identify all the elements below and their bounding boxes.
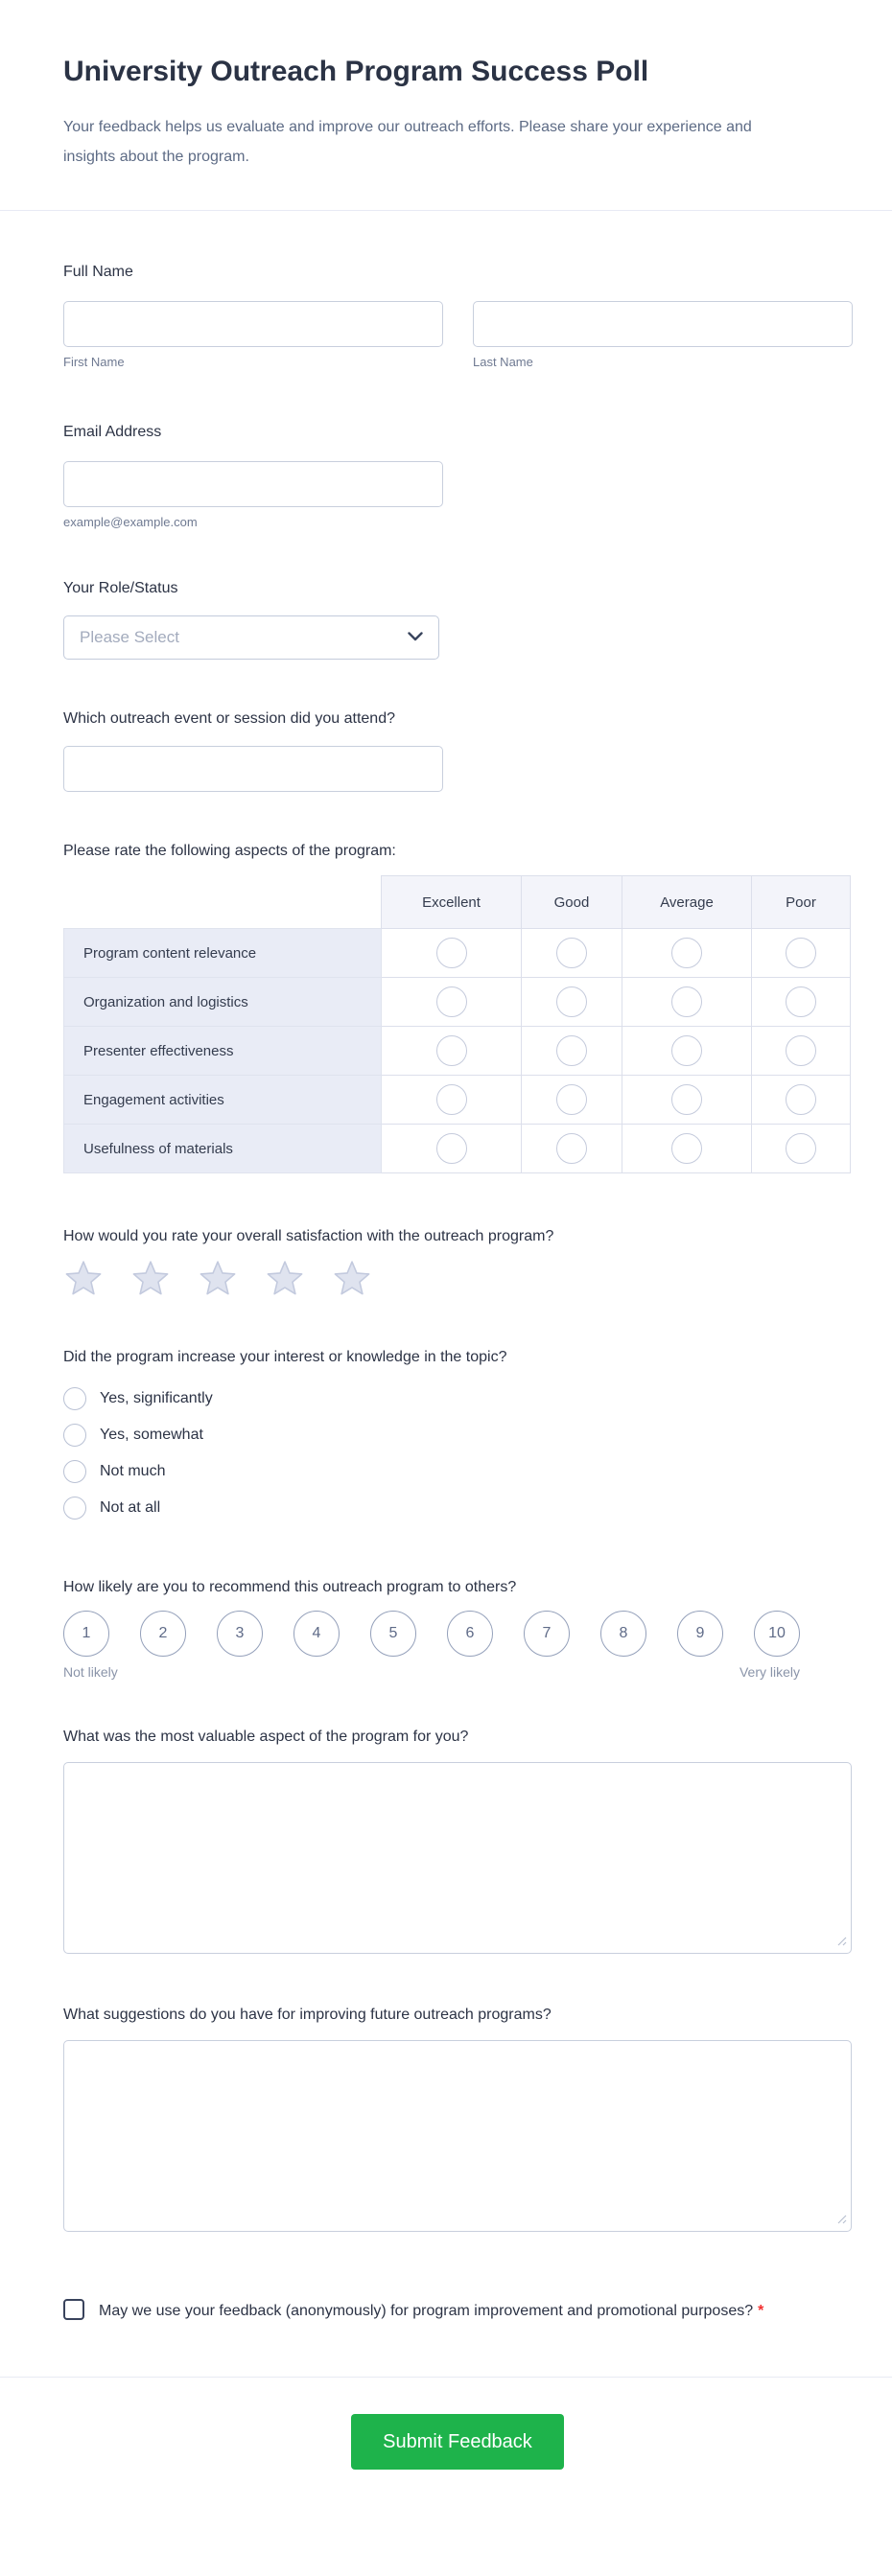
matrix-row-label: Usefulness of materials (64, 1125, 382, 1173)
matrix-radio[interactable] (671, 1133, 702, 1164)
first-name-wrap (63, 301, 443, 369)
scale-option[interactable]: 6 (447, 1611, 493, 1657)
recommend-scale (63, 1611, 852, 1657)
matrix-row-label: Presenter effectiveness (64, 1027, 382, 1076)
page-subtitle: Your feedback helps us evaluate and improve our outreach efforts. Please share your experience and insights about the program. (63, 119, 752, 165)
email-label: Email Address (63, 424, 162, 440)
suggestions-group (63, 2006, 852, 2237)
matrix-radio[interactable] (436, 1035, 467, 1066)
rating-matrix-label: Please rate the following aspects of the program: (63, 843, 396, 859)
star-rating (63, 1260, 852, 1303)
star-icon[interactable] (130, 1260, 171, 1303)
scale-option[interactable]: 9 (677, 1611, 723, 1657)
valuable-textarea[interactable] (63, 1762, 852, 1954)
last-name-field[interactable] (473, 301, 853, 347)
matrix-row (64, 978, 851, 1027)
page-title: University Outreach Program Success Poll (63, 56, 649, 87)
email-wrap (63, 461, 443, 529)
full-name-group (63, 263, 852, 369)
suggestions-textarea-wrap (63, 2040, 852, 2237)
event-field[interactable] (63, 746, 443, 792)
recommend-label: How likely are you to recommend this outreach program to others? (63, 1579, 517, 1595)
matrix-radio[interactable] (671, 986, 702, 1017)
matrix-radio[interactable] (786, 1035, 816, 1066)
matrix-radio[interactable] (556, 986, 587, 1017)
star-icon[interactable] (63, 1260, 104, 1303)
matrix-radio[interactable] (436, 986, 467, 1017)
required-asterisk: * (758, 2303, 764, 2319)
matrix-radio[interactable] (786, 1133, 816, 1164)
interest-options (63, 1381, 852, 1526)
chevron-down-icon (408, 629, 423, 646)
interest-group (63, 1348, 852, 1526)
matrix-row-label: Program content relevance (64, 929, 382, 978)
matrix-radio[interactable] (786, 1084, 816, 1115)
scale-option[interactable]: 1 (63, 1611, 109, 1657)
matrix-row (64, 929, 851, 978)
role-group (63, 579, 852, 660)
matrix-radio[interactable] (556, 1035, 587, 1066)
submit-button[interactable]: Submit Feedback (351, 2414, 564, 2470)
role-select-placeholder: Please Select (80, 628, 179, 646)
last-name-wrap (473, 301, 853, 369)
matrix-row (64, 1027, 851, 1076)
event-label: Which outreach event or session did you attend? (63, 710, 395, 727)
scale-option[interactable]: 3 (217, 1611, 263, 1657)
scale-min-label: Not likely (63, 1664, 118, 1680)
scale-option[interactable]: 2 (140, 1611, 186, 1657)
valuable-textarea-wrap (63, 1762, 852, 1959)
matrix-corner-cell (64, 876, 382, 929)
radio-option[interactable] (63, 1381, 852, 1417)
radio-circle-icon (63, 1387, 86, 1410)
matrix-row-label: Engagement activities (64, 1076, 382, 1125)
first-name-field[interactable] (63, 301, 443, 347)
matrix-radio[interactable] (436, 1084, 467, 1115)
matrix-row-label: Organization and logistics (64, 978, 382, 1027)
scale-max-label: Very likely (739, 1664, 800, 1680)
star-icon[interactable] (265, 1260, 305, 1303)
scale-option[interactable]: 5 (370, 1611, 416, 1657)
matrix-radio[interactable] (556, 1133, 587, 1164)
scale-option[interactable]: 4 (293, 1611, 340, 1657)
rating-matrix-table (63, 875, 851, 1173)
full-name-controls (63, 301, 852, 369)
satisfaction-label: How would you rate your overall satisfaction with the outreach program? (63, 1228, 554, 1244)
email-sublabel: example@example.com (63, 515, 198, 529)
consent-checkbox[interactable] (63, 2299, 84, 2320)
email-group (63, 423, 852, 529)
matrix-radio[interactable] (556, 1084, 587, 1115)
radio-option-label: Not at all (100, 1499, 161, 1516)
matrix-col-header: Poor (752, 876, 851, 929)
radio-circle-icon (63, 1460, 86, 1483)
role-select[interactable] (63, 615, 439, 660)
matrix-col-header: Good (522, 876, 622, 929)
scale-option[interactable]: 7 (524, 1611, 570, 1657)
matrix-col-header: Excellent (382, 876, 522, 929)
satisfaction-group (63, 1227, 852, 1303)
scale-option[interactable]: 8 (600, 1611, 646, 1657)
valuable-group (63, 1728, 852, 1959)
suggestions-textarea[interactable] (63, 2040, 852, 2232)
event-controls (63, 746, 852, 792)
submit-row (0, 2378, 892, 2518)
recommend-group (63, 1578, 852, 1680)
first-name-sublabel: First Name (63, 355, 125, 369)
scale-option[interactable]: 10 (754, 1611, 800, 1657)
matrix-radio[interactable] (436, 1133, 467, 1164)
event-group (63, 709, 852, 792)
radio-option[interactable] (63, 1490, 852, 1526)
matrix-radio[interactable] (671, 1084, 702, 1115)
radio-option-label: Yes, somewhat (100, 1427, 203, 1443)
matrix-row (64, 1076, 851, 1125)
radio-option-label: Not much (100, 1463, 166, 1479)
radio-option[interactable] (63, 1453, 852, 1490)
role-label: Your Role/Status (63, 580, 178, 596)
last-name-sublabel: Last Name (473, 355, 533, 369)
interest-label: Did the program increase your interest or knowledge in the topic? (63, 1349, 507, 1365)
full-name-label: Full Name (63, 264, 133, 280)
matrix-col-header: Average (622, 876, 752, 929)
form-header (0, 0, 892, 211)
radio-option-label: Yes, significantly (100, 1390, 213, 1406)
role-controls (63, 615, 852, 660)
matrix-header-row (64, 876, 851, 929)
radio-circle-icon (63, 1424, 86, 1447)
matrix-radio[interactable] (436, 938, 467, 968)
matrix-radio[interactable] (786, 986, 816, 1017)
form-body (0, 263, 892, 2325)
matrix-row (64, 1125, 851, 1173)
matrix-radio[interactable] (786, 938, 816, 968)
matrix-radio[interactable] (671, 1035, 702, 1066)
matrix-radio[interactable] (556, 938, 587, 968)
consent-group (63, 2298, 852, 2325)
consent-label: May we use your feedback (anonymously) for program improvement and promotional purposes? (99, 2303, 754, 2319)
valuable-label: What was the most valuable aspect of the program for you? (63, 1729, 469, 1745)
email-field[interactable] (63, 461, 443, 507)
radio-option[interactable] (63, 1417, 852, 1453)
scale-edge-labels (63, 1664, 800, 1680)
matrix-radio[interactable] (671, 938, 702, 968)
radio-circle-icon (63, 1497, 86, 1520)
star-icon[interactable] (198, 1260, 238, 1303)
rating-matrix-group (63, 842, 852, 1173)
star-icon[interactable] (332, 1260, 372, 1303)
email-controls (63, 461, 852, 529)
suggestions-label: What suggestions do you have for improving future outreach programs? (63, 2007, 552, 2023)
consent-row[interactable] (63, 2303, 763, 2319)
